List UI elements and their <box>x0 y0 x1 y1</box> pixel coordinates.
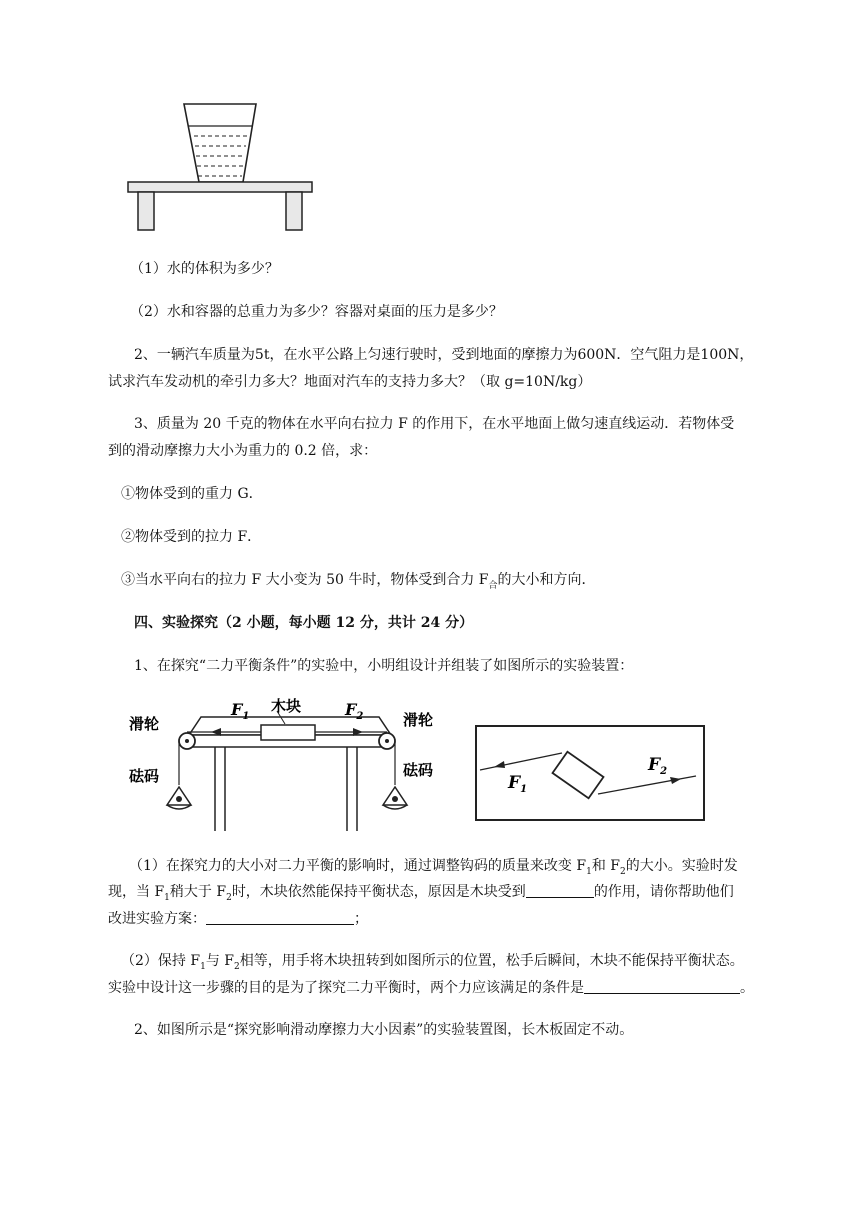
q2-line1: 2、一辆汽车质量为5t，在水平公路上匀速行驶时，受到地面的摩擦力为600N．空气阻力是100N， <box>134 347 754 363</box>
e1-p2-line2: 实验中设计这一步骤的目的是为了探究二力平衡时，两个力应该满足的条件是 。 <box>108 980 754 996</box>
wooden-block <box>261 725 315 740</box>
q3-line1: 3、质量为 20 千克的物体在水平向右拉力 F 的作用下，在水平地面上做匀速直线运动．若物体受 <box>134 416 735 432</box>
q3-item3: ③当水平向右的拉力 F 大小变为 50 牛时，物体受到合力 $F_合$的大小和方向． <box>121 572 596 591</box>
label-weight-right: 砝码 <box>403 761 434 779</box>
rotated-block-figure <box>470 720 710 825</box>
pulley-right <box>379 733 395 785</box>
q1-sub-1: （1）水的体积为多少？ <box>130 261 279 277</box>
answer-blank-3[interactable] <box>584 978 740 994</box>
section4-title: 四、实验探究（2 小题，每小题 12 分，共计 24 分） <box>134 615 474 631</box>
e1-p1-line1: （1）在探究力的大小对二力平衡的影响时，通过调整钩码的质量来改变 $F_1$和 $F_2$的大小。实验时发 <box>129 858 738 877</box>
pulley-left <box>179 733 195 785</box>
weight-right <box>383 787 407 809</box>
label-r-f2: $F_2$ <box>648 755 668 777</box>
q2-line2: 试求汽车发动机的牵引力多大？地面对汽车的支持力多大？（取 g=10N/kg） <box>108 374 592 390</box>
e2-intro: 2、如图所示是“探究影响滑动摩擦力大小因素”的实验装置图，长木板固定不动。 <box>134 1022 634 1038</box>
table <box>128 182 312 230</box>
e1-intro: 1、在探究“二力平衡条件”的实验中，小明组设计并组装了如图所示的实验装置： <box>134 658 634 674</box>
e1-p1-line3: 改进实验方案： ； <box>108 911 368 927</box>
answer-blank-1[interactable] <box>526 882 594 898</box>
answer-blank-2[interactable] <box>206 909 354 925</box>
q3-line2: 到的滑动摩擦力大小为重力的 0.2 倍，求： <box>108 443 378 459</box>
label-block: 木块 <box>271 697 302 715</box>
e1-p2-line1: （2）保持 $F_1$与 $F_2$相等，用手将木块扭转到如图所示的位置，松手后瞬间，木块不能保持平衡状态。 <box>121 953 744 972</box>
balance-apparatus-figure <box>125 695 450 835</box>
weight-left <box>167 787 191 809</box>
label-f2: $F_2$ <box>345 700 364 722</box>
label-f1: $F_1$ <box>231 700 250 722</box>
label-weight-left: 砝码 <box>129 767 160 785</box>
q3-item1: ①物体受到的重力 G． <box>121 486 263 502</box>
cup-on-table-figure <box>120 100 320 235</box>
cup <box>184 104 256 182</box>
q1-sub-2: （2）水和容器的总重力为多少？容器对桌面的压力是多少？ <box>130 304 503 320</box>
label-r-f1: $F_1$ <box>508 773 528 795</box>
label-pulley-left: 滑轮 <box>129 715 160 733</box>
e1-p1-line2: 现，当 $F_1$稍大于 $F_2$时，木块依然能保持平衡状态，原因是木块受到 的作用，请你帮助他们 <box>108 884 734 903</box>
label-pulley-right: 滑轮 <box>403 711 434 729</box>
q3-item2: ②物体受到的拉力 F． <box>121 529 262 545</box>
